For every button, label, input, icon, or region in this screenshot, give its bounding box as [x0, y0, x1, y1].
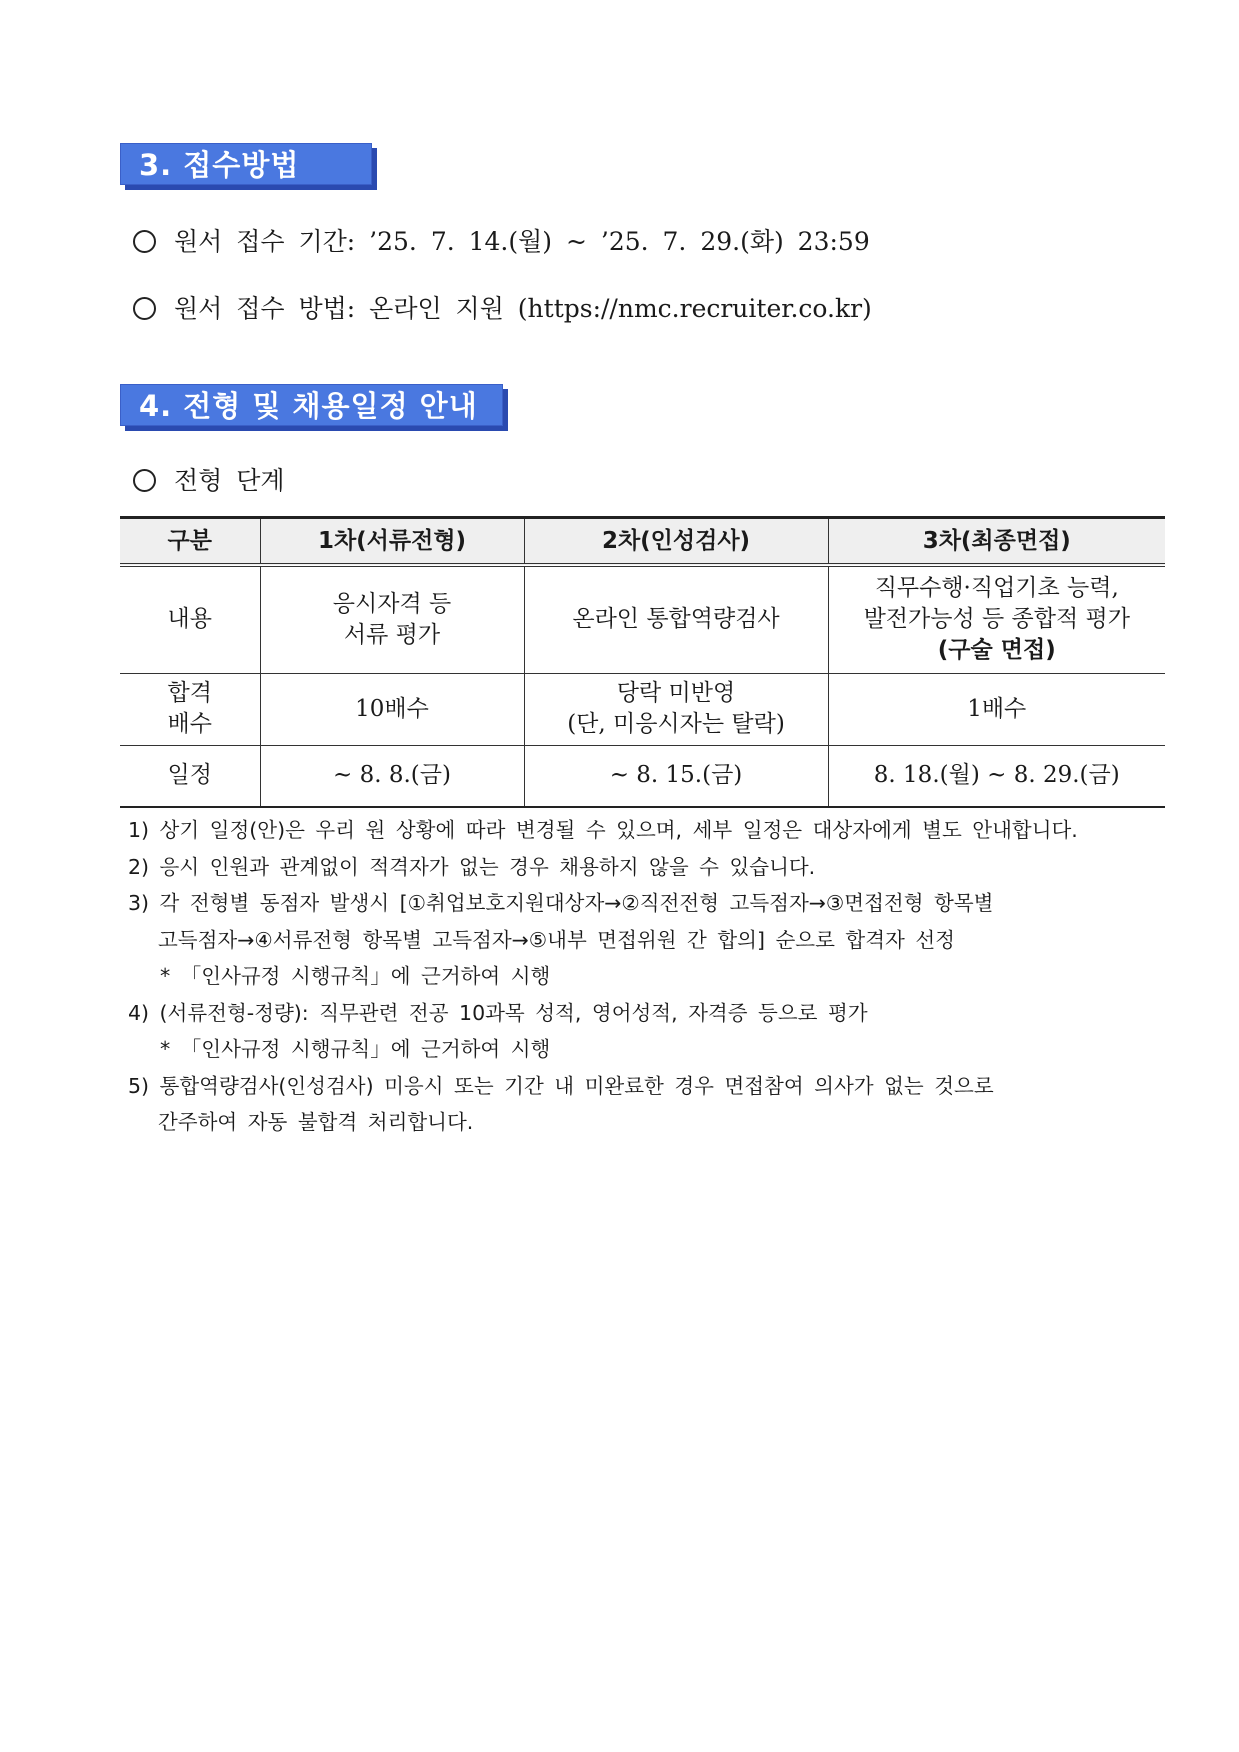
section-3-heading [120, 143, 372, 185]
header-stage-2: 2차(인성검사) [524, 518, 828, 566]
stage-1-content-line: 응시자격 등 [332, 590, 452, 617]
stage-2-schedule: ~ 8. 15.(금) [524, 745, 828, 807]
application-method [133, 292, 872, 326]
stage-2-pass-line: 당락 미반영 [616, 680, 736, 706]
table-row-schedule [120, 745, 1165, 807]
row-label-schedule: 일정 [120, 745, 260, 807]
note-item: 2) 응시 인원과 관계없이 적격자가 없는 경우 채용하지 않을 수 있습니다. [128, 854, 816, 879]
note-item: 3) 각 전형별 동점자 발생시 [①취업보호지원대상자→②직전전형 고득점자→③면접전형 항목별 [128, 891, 994, 915]
stage-3-pass-multiple: 1배수 [828, 673, 1165, 745]
application-method-text: 원서 접수 방법: 온라인 지원 (https://nmc.recruiter.co.kr) [174, 294, 872, 323]
row-label-line: 배수 [167, 711, 212, 737]
table-row-content [120, 565, 1165, 673]
note-item: 4) (서류전형-정량): 직무관련 전공 10과목 성적, 영어성적, 자격증 등으로 평가 [128, 1000, 868, 1025]
stage-3-content-bold: (구술 면접) [937, 637, 1056, 664]
circle-bullet-icon [133, 230, 156, 253]
note-item: 5) 통합역량검사(인성검사) 미응시 또는 기간 내 미완료한 경우 면접참여 의사가 없는 것으로 [128, 1073, 994, 1098]
table-header-row [120, 518, 1165, 566]
stage-1-content [260, 565, 524, 673]
stage-3-content-line: 발전가능성 등 종합적 평가 [863, 606, 1130, 633]
selection-schedule-table [120, 516, 1165, 808]
row-label-line: 합격 [167, 680, 212, 706]
section-4-title: 4. 전형 및 채용일정 안내 [120, 384, 503, 426]
row-label-pass-multiple [120, 673, 260, 745]
note-item-continued: 고득점자→④서류전형 항목별 고득점자→⑤내부 면접위원 간 합의] 순으로 합격자 선정 [158, 927, 955, 952]
stage-3-content [828, 565, 1165, 673]
note-item: 1) 상기 일정(안)은 우리 원 상황에 따라 변경될 수 있으며, 세부 일정은 대상자에게 별도 안내합니다. [128, 818, 1078, 842]
stage-1-content-line: 서류 평가 [343, 621, 441, 648]
application-period-text: 원서 접수 기간: ’25. 7. 14.(월) ~ ’25. 7. 29.(화) 23:59 [174, 227, 870, 256]
stage-2-pass-line: (단, 미응시자는 탈락) [567, 711, 785, 737]
stage-2-content: 온라인 통합역량검사 [524, 565, 828, 673]
section-4-heading [120, 384, 503, 426]
note-subitem: * 「인사규정 시행규칙」에 근거하여 시행 [160, 964, 551, 988]
section-3-title: 3. 접수방법 [120, 143, 372, 185]
notes-list [128, 812, 1188, 1141]
stage-1-schedule: ~ 8. 8.(금) [260, 745, 524, 807]
table-row-pass-multiple [120, 673, 1165, 745]
selection-stages-label [133, 464, 285, 498]
stage-3-content-line: 직무수행·직업기초 능력, [874, 575, 1119, 602]
stage-3-schedule: 8. 18.(월) ~ 8. 29.(금) [828, 745, 1165, 807]
stage-2-pass-multiple [524, 673, 828, 745]
selection-stages-text: 전형 단계 [174, 466, 285, 495]
row-label-content: 내용 [120, 565, 260, 673]
note-item-continued: 간주하여 자동 불합격 처리합니다. [158, 1110, 474, 1134]
header-stage-1: 1차(서류전형) [260, 518, 524, 566]
stage-1-pass-multiple: 10배수 [260, 673, 524, 745]
circle-bullet-icon [133, 297, 156, 320]
note-subitem: * 「인사규정 시행규칙」에 근거하여 시행 [160, 1037, 551, 1061]
circle-bullet-icon [133, 469, 156, 492]
header-category: 구분 [120, 518, 260, 566]
header-stage-3: 3차(최종면접) [828, 518, 1165, 566]
application-period [133, 225, 870, 259]
